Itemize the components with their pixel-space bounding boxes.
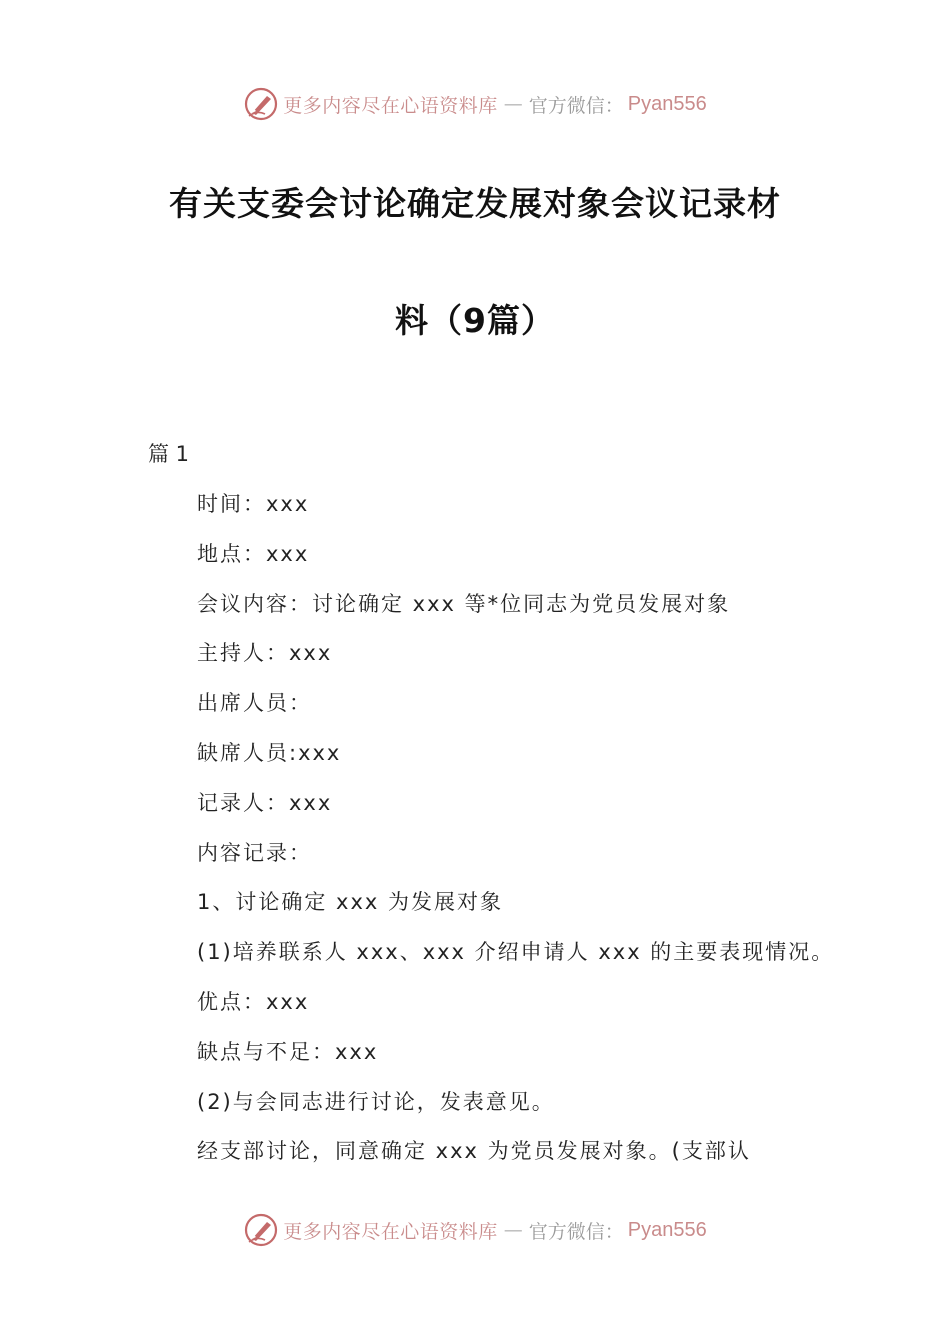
watermark-text: 更多内容尽在心语资料库 (283, 1220, 498, 1243)
watermark-id: Pyan556 (627, 1218, 707, 1241)
body-line-item-1-1: (1)培养联系人 xxx、xxx 介绍申请人 xxx 的主要表现情况。 (197, 940, 835, 965)
body-line-time: 时间：xxx (197, 492, 310, 516)
watermark-text: 更多内容尽在心语资料库 (283, 94, 498, 117)
page-title-line-1: 有关支委会讨论确定发展对象会议记录材 (169, 184, 781, 223)
body-line-conclusion: 经支部讨论，同意确定 xxx 为党员发展对象。(支部认 (197, 1139, 751, 1164)
footer-watermark (0, 1210, 950, 1250)
body-line-host: 主持人：xxx (197, 641, 333, 666)
body-line-absent: 缺席人员:xxx (197, 740, 342, 765)
document-body (197, 484, 837, 1181)
body-line-place: 地点：xxx (197, 541, 310, 566)
pen-logo-icon (243, 1212, 279, 1248)
body-line-weaknesses: 缺点与不足：xxx (197, 1039, 379, 1064)
body-line-content: 会议内容：讨论确定 xxx 等*位同志为党员发展对象 (197, 591, 731, 616)
body-line-strengths: 优点：xxx (197, 989, 310, 1014)
page-title-line-2: 料（9篇） (395, 301, 555, 340)
watermark-id: Pyan556 (627, 92, 707, 115)
body-line-item-1: 1、讨论确定 xxx 为发展对象 (197, 890, 503, 915)
pen-logo-icon (243, 86, 279, 122)
watermark-label: 官方微信： (528, 1220, 624, 1243)
body-line-attendees: 出席人员： (197, 691, 312, 716)
header-watermark (0, 84, 950, 124)
watermark-dash: — (503, 93, 523, 115)
body-line-record-heading: 内容记录： (197, 840, 312, 865)
watermark-dash: — (503, 1219, 523, 1241)
body-line-item-1-2: (2)与会同志进行讨论，发表意见。 (197, 1089, 555, 1114)
watermark-label: 官方微信： (528, 94, 624, 117)
body-line-recorder: 记录人：xxx (197, 790, 333, 815)
section-heading: 篇 1 (148, 442, 190, 466)
